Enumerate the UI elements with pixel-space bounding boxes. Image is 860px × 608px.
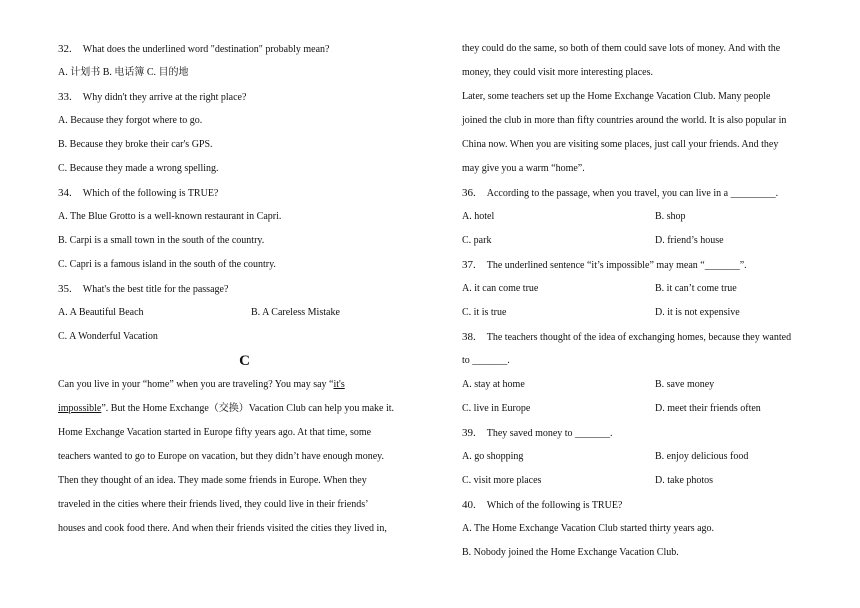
- option-b: B. Because they broke their car's GPS.: [58, 139, 213, 150]
- passage-line: joined the club in more than fifty countries around the world. It is also popular in: [462, 115, 787, 126]
- option-b: B. A Careless Mistake: [251, 307, 340, 318]
- options-row: [462, 397, 827, 421]
- options-row: [462, 205, 827, 229]
- question-text: What does the underlined word "destination" probably mean?: [82, 44, 330, 55]
- question-33: [58, 85, 423, 109]
- option-c: C. A Wonderful Vacation: [58, 331, 158, 342]
- question-38-continued: to _______.: [462, 355, 510, 366]
- options-row: [462, 445, 827, 469]
- question-text: According to the passage, when you travel, you can live in a _________.: [486, 188, 779, 199]
- question-40: [462, 493, 827, 517]
- option-c: C. park: [462, 235, 492, 246]
- question-34: [58, 181, 423, 205]
- option-a: A. go shopping: [462, 451, 524, 462]
- options-row: [462, 301, 827, 325]
- right-column: [462, 37, 827, 565]
- passage-line: [58, 373, 423, 397]
- option-a: A. A Beautiful Beach: [58, 307, 144, 318]
- question-number: 35.: [58, 283, 72, 295]
- underlined-text: impossible: [58, 403, 102, 414]
- options-row: [462, 229, 827, 253]
- option-b: B. save money: [655, 379, 715, 390]
- option-a: A. Because they forgot where to go.: [58, 115, 203, 126]
- option-d: D. take photos: [655, 475, 714, 486]
- options-row: [462, 469, 827, 493]
- options-row: [58, 301, 423, 325]
- question-number: 33.: [58, 91, 72, 103]
- question-text: Which of the following is TRUE?: [82, 188, 219, 199]
- option-c: C. visit more places: [462, 475, 542, 486]
- question-text: What's the best title for the passage?: [82, 284, 229, 295]
- passage-line: teachers wanted to go to Europe on vacation, but they didn’t have enough money.: [58, 451, 385, 462]
- option-a: A. it can come true: [462, 283, 539, 294]
- question-number: 37.: [462, 259, 476, 271]
- option-d: D. it is not expensive: [655, 307, 740, 318]
- underlined-text: it's: [333, 379, 345, 390]
- option-b: B. Carpi is a small town in the south of the country.: [58, 235, 265, 246]
- passage-line: traveled in the cities where their friends lived, they could live in their friends’: [58, 499, 369, 510]
- question-number: 40.: [462, 499, 476, 511]
- passage-text: Can you live in your “home” when you are traveling? You may say “: [58, 379, 334, 390]
- question-36: [462, 181, 827, 205]
- option-c: C. Capri is a famous island in the south of the country.: [58, 259, 276, 270]
- question-number: 39.: [462, 427, 476, 439]
- passage-text: ”. But the Home Exchange（交换）Vacation Club can help you make it.: [101, 403, 395, 414]
- question-number: 38.: [462, 331, 476, 343]
- question-text: The teachers thought of the idea of exchanging homes, because they wanted: [486, 332, 792, 343]
- question-number: 32.: [58, 43, 72, 55]
- passage-line: Then they thought of an idea. They made some friends in Europe. When they: [58, 475, 367, 486]
- passage-line: China now. When you are visiting some places, just call your friends. And they: [462, 139, 779, 150]
- passage-line: Later, some teachers set up the Home Exchange Vacation Club. Many people: [462, 91, 771, 102]
- options-row: [462, 277, 827, 301]
- option-a: A. stay at home: [462, 379, 525, 390]
- option-b: B. Nobody joined the Home Exchange Vacation Club.: [462, 547, 679, 558]
- section-title: C: [239, 353, 250, 369]
- left-column: [58, 37, 423, 541]
- passage-line: houses and cook food there. And when their friends visited the cities they lived in,: [58, 523, 387, 534]
- question-number: 34.: [58, 187, 72, 199]
- option-a: A. The Blue Grotto is a well-known restaurant in Capri.: [58, 211, 282, 222]
- question-number: 36.: [462, 187, 476, 199]
- question-32-options: A. 计划书 B. 电话簿 C. 目的地: [58, 67, 189, 78]
- passage-line: they could do the same, so both of them could save lots of money. And with the: [462, 43, 781, 54]
- option-c: C. live in Europe: [462, 403, 531, 414]
- question-37: [462, 253, 827, 277]
- options-row: [462, 373, 827, 397]
- question-text: The underlined sentence “it’s impossible” may mean “_______”.: [486, 260, 747, 271]
- option-a: A. The Home Exchange Vacation Club started thirty years ago.: [462, 523, 715, 534]
- question-38: [462, 325, 827, 349]
- option-b: B. shop: [655, 211, 686, 222]
- passage-line: may give you a warm “home”.: [462, 163, 585, 174]
- passage-line: [58, 397, 423, 421]
- option-c: C. Because they made a wrong spelling.: [58, 163, 219, 174]
- question-text: Which of the following is TRUE?: [486, 500, 623, 511]
- option-c: C. it is true: [462, 307, 507, 318]
- option-d: D. meet their friends often: [655, 403, 761, 414]
- passage-line: Home Exchange Vacation started in Europe fifty years ago. At that time, some: [58, 427, 372, 438]
- question-35: [58, 277, 423, 301]
- passage-line: money, they could visit more interesting places.: [462, 67, 653, 78]
- question-32: [58, 37, 423, 61]
- option-b: B. it can’t come true: [655, 283, 737, 294]
- option-a: A. hotel: [462, 211, 495, 222]
- question-text: Why didn't they arrive at the right place?: [82, 92, 247, 103]
- question-39: [462, 421, 827, 445]
- question-text: They saved money to _______.: [486, 428, 613, 439]
- option-d: D. friend’s house: [655, 235, 724, 246]
- option-b: B. enjoy delicious food: [655, 451, 749, 462]
